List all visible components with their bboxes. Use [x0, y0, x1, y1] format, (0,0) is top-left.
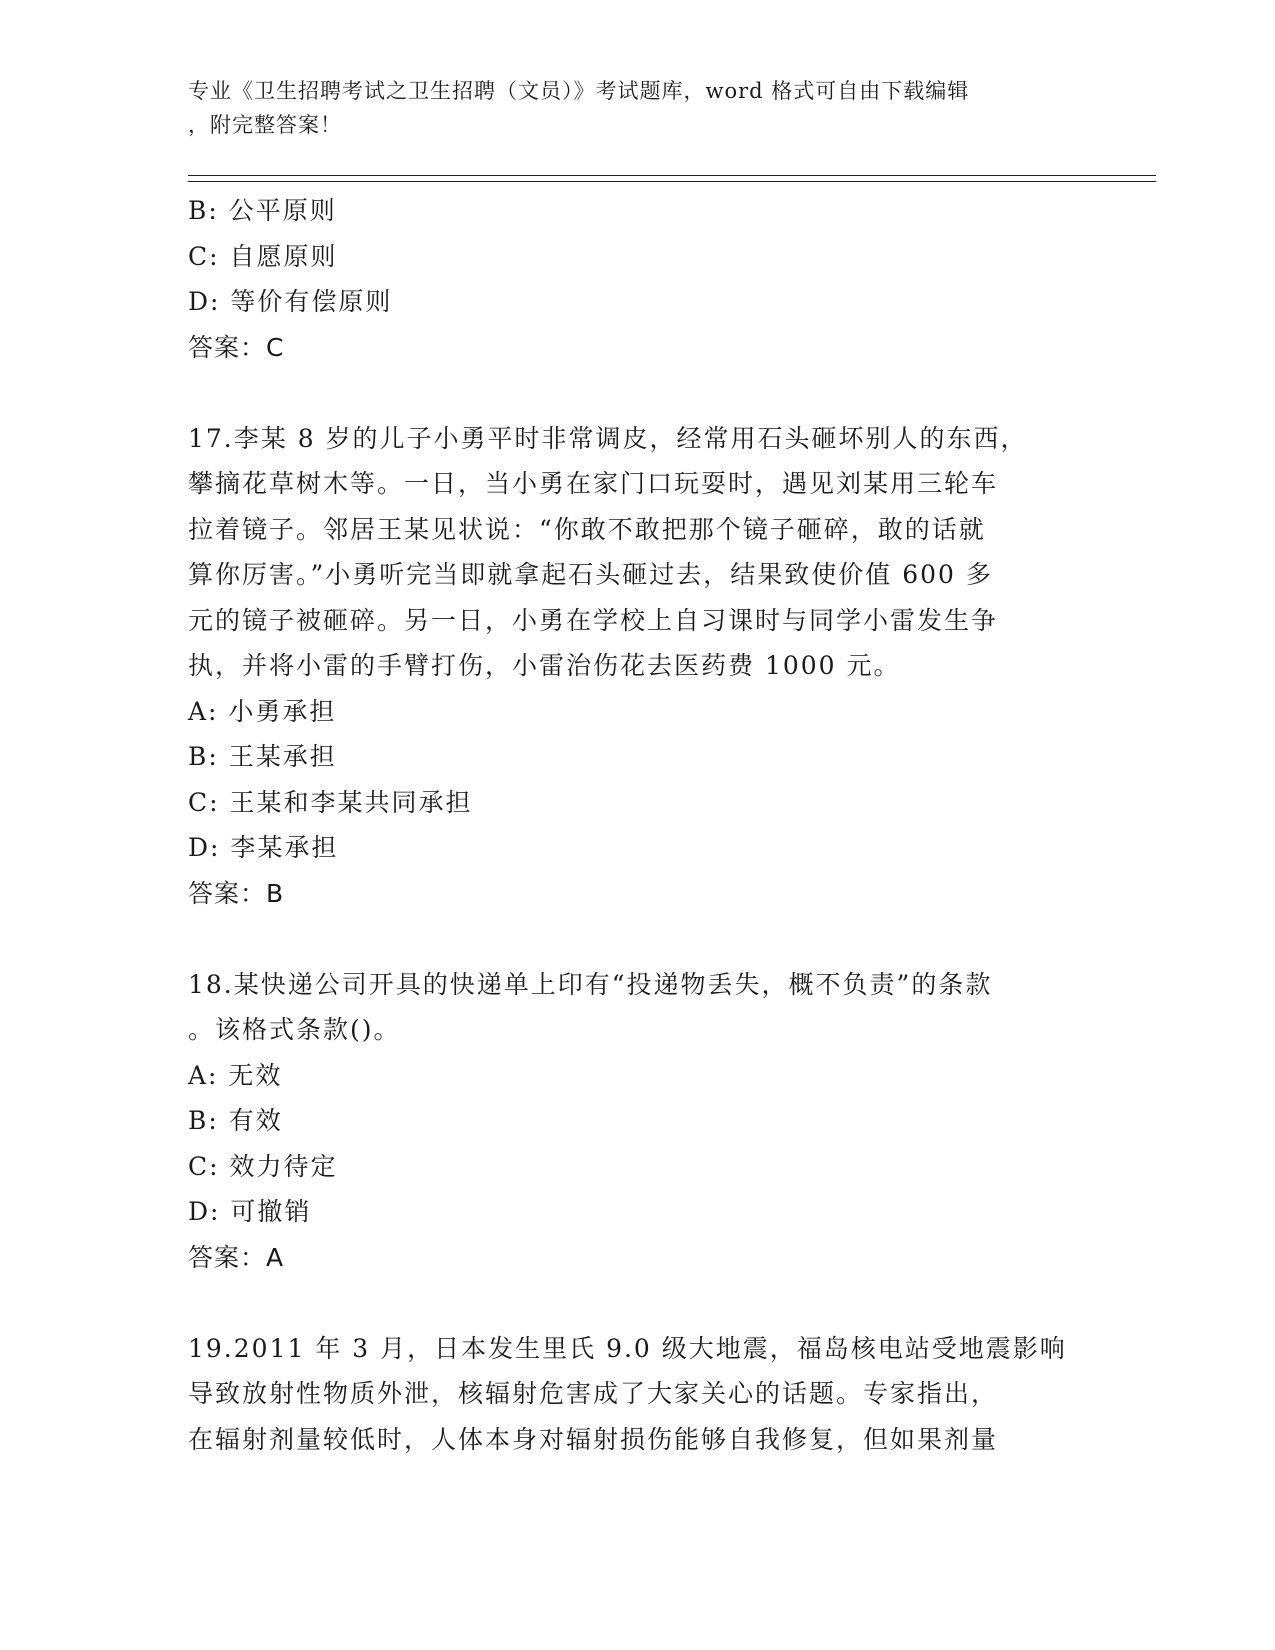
question-stem-line: 执，并将小雷的手臂打伤，小雷治伤花去医药费 1000 元。	[188, 651, 901, 680]
header-rule-bottom	[188, 181, 1156, 182]
option-d: D: 等价有偿原则	[188, 287, 393, 316]
question-stem-line: 19.2011 年 3 月，日本发生里氏 9.0 级大地震，福岛核电站受地震影响	[188, 1333, 1067, 1363]
question-stem-line: 导致放射性物质外泄，核辐射危害成了大家关心的话题。专家指出，	[188, 1379, 999, 1408]
header-line-1: 专业《卫生招聘考试之卫生招聘（文员）》考试题库，word 格式可自由下载编辑	[188, 79, 970, 103]
question-stem-line: 。该格式条款()。	[188, 1015, 401, 1044]
option-b: B: 公平原则	[188, 196, 337, 225]
option-a: A: 小勇承担	[188, 696, 337, 726]
option-d: D: 李某承担	[188, 833, 339, 862]
header-rule-top	[188, 175, 1156, 176]
question-16-tail	[188, 188, 1088, 370]
question-stem-line: 在辐射剂量较低时，人体本身对辐射损伤能够自我修复，但如果剂量	[188, 1424, 999, 1454]
option-c: C: 自愿原则	[188, 241, 338, 271]
question-stem-line: 攀摘花草树木等。一日，当小勇在家门口玩耍时，遇见刘某用三轮车	[188, 469, 999, 498]
option-b: B: 王某承担	[188, 742, 337, 771]
question-18	[188, 962, 1088, 1281]
option-d: D: 可撤销	[188, 1197, 312, 1226]
question-17	[188, 416, 1088, 917]
spacer	[188, 370, 1088, 416]
spacer	[188, 1280, 1088, 1326]
answer-line: 答案：C	[188, 332, 285, 362]
question-stem-line: 拉着镜子。邻居王某见状说：“你敢不敢把那个镜子砸碎，敢的话就	[188, 514, 986, 544]
option-b: B: 有效	[188, 1106, 283, 1135]
document-header	[188, 74, 1088, 142]
question-stem-line: 18.某快递公司开具的快递单上印有“投递物丢失，概不负责”的条款	[188, 969, 993, 999]
spacer	[188, 916, 1088, 962]
answer-line: 答案：A	[188, 1242, 285, 1272]
answer-line: 答案：B	[188, 878, 285, 908]
option-c: C: 王某和李某共同承担	[188, 787, 473, 817]
question-stem-line: 元的镜子被砸碎。另一日，小勇在学校上自习课时与同学小雷发生争	[188, 605, 999, 635]
question-stem-line: 17.李某 8 岁的儿子小勇平时非常调皮，经常用石头砸坏别人的东西，	[188, 423, 1028, 453]
option-a: A: 无效	[188, 1060, 283, 1090]
option-c: C: 效力待定	[188, 1151, 338, 1181]
header-line-2: ，附完整答案！	[188, 113, 342, 137]
question-stem-line: 算你厉害。”小勇听完当即就拿起石头砸过去，结果致使价值 600 多	[188, 560, 993, 589]
question-19	[188, 1326, 1088, 1463]
question-content	[188, 188, 1088, 1462]
